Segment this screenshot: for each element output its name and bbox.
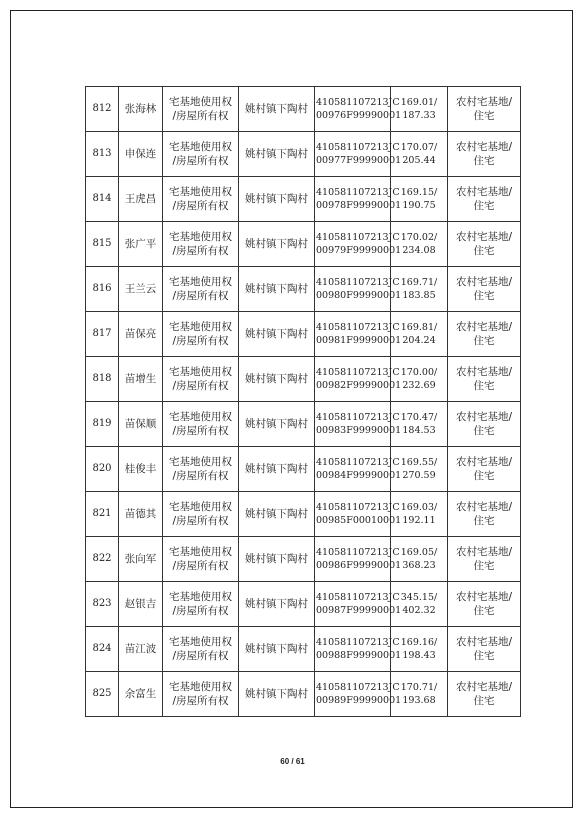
serial-number-cell-text: 822 (92, 553, 112, 564)
table-row (86, 132, 521, 177)
area-cell-text: 187.33 (402, 110, 436, 121)
land-use-cell (448, 222, 521, 267)
area-cell-text: 193.68 (402, 695, 436, 706)
area-cell-text: 232.69 (402, 380, 436, 391)
right-type-cell-text: /房屋所有权 (172, 560, 229, 572)
right-type-cell (163, 132, 239, 177)
owner-name-cell-text: 苗增生 (124, 373, 157, 385)
table-body (86, 87, 521, 717)
location-cell-text: 姚村镇下陶村 (245, 283, 308, 295)
area-cell (391, 177, 448, 222)
owner-name-cell-text: 张广平 (124, 238, 157, 250)
table-row (86, 87, 521, 132)
parcel-code-cell-text: 00978F99990001 (316, 200, 402, 211)
land-use-cell-text: 住宅 (473, 470, 495, 482)
serial-number-cell (86, 222, 119, 267)
area-cell-text: 234.08 (402, 245, 436, 256)
serial-number-cell (86, 537, 119, 582)
right-type-cell-text: 宅基地使用权 (169, 141, 232, 153)
parcel-code-cell-text: 00988F99990001 (316, 650, 402, 661)
owner-name-cell-text: 申保连 (124, 148, 157, 160)
parcel-code-cell (315, 222, 402, 267)
parcel-code-cell (315, 312, 402, 357)
owner-name-cell (119, 132, 163, 177)
land-use-cell-text: 农村宅基地/ (455, 276, 513, 288)
land-use-cell (448, 87, 521, 132)
location-cell-text: 姚村镇下陶村 (245, 643, 308, 655)
owner-name-cell (119, 87, 163, 132)
owner-name-cell-text: 桂俊丰 (124, 463, 157, 475)
area-cell-text: 402.32 (402, 605, 436, 616)
right-type-cell-text: /房屋所有权 (172, 335, 229, 347)
parcel-code-cell-text: 410581107213JC (316, 97, 400, 108)
parcel-code-cell (315, 672, 402, 717)
table-row (86, 672, 521, 717)
land-use-cell-text: 农村宅基地/ (455, 546, 513, 558)
table-row (86, 267, 521, 312)
area-cell (391, 492, 448, 537)
parcel-code-cell (315, 627, 402, 672)
parcel-code-cell-text: 410581107213JC (316, 502, 400, 513)
owner-name-cell (119, 177, 163, 222)
right-type-cell (163, 177, 239, 222)
owner-name-cell (119, 537, 163, 582)
parcel-code-cell-text: 410581107213JC (316, 322, 400, 333)
parcel-code-cell-text: 00976F99990001 (316, 110, 402, 121)
area-cell-text: 169.71/ (400, 277, 438, 288)
right-type-cell-text: 宅基地使用权 (169, 231, 232, 243)
parcel-code-cell-text: 410581107213JC (316, 277, 400, 288)
right-type-cell-text: /房屋所有权 (172, 425, 229, 437)
land-use-cell-text: 农村宅基地/ (455, 321, 513, 333)
serial-number-cell (86, 672, 119, 717)
parcel-code-cell-text: 410581107213JC (316, 187, 400, 198)
area-cell-text: 270.59 (402, 470, 436, 481)
land-use-cell-text: 住宅 (473, 335, 495, 347)
owner-name-cell (119, 357, 163, 402)
location-cell (239, 132, 315, 177)
page-number: 60 / 61 (280, 757, 305, 766)
parcel-code-cell-text: 410581107213JC (316, 232, 400, 243)
serial-number-cell (86, 402, 119, 447)
owner-name-cell (119, 492, 163, 537)
land-use-cell (448, 357, 521, 402)
right-type-cell-text: 宅基地使用权 (169, 501, 232, 513)
area-cell (391, 537, 448, 582)
area-cell-text: 170.00/ (400, 367, 438, 378)
location-cell-text: 姚村镇下陶村 (245, 508, 308, 520)
location-cell-text: 姚村镇下陶村 (245, 373, 308, 385)
right-type-cell (163, 267, 239, 312)
table-row (86, 537, 521, 582)
land-use-cell-text: 住宅 (473, 605, 495, 617)
land-use-cell (448, 627, 521, 672)
table-row (86, 312, 521, 357)
table-row (86, 582, 521, 627)
owner-name-cell (119, 672, 163, 717)
serial-number-cell-text: 816 (92, 283, 112, 294)
area-cell-text: 169.03/ (400, 502, 438, 513)
serial-number-cell-text: 813 (92, 148, 112, 159)
land-use-cell-text: 农村宅基地/ (455, 141, 513, 153)
right-type-cell-text: 宅基地使用权 (169, 681, 232, 693)
location-cell-text: 姚村镇下陶村 (245, 418, 308, 430)
right-type-cell (163, 492, 239, 537)
owner-name-cell-text: 张海林 (124, 103, 157, 115)
land-use-cell (448, 132, 521, 177)
land-use-cell-text: 农村宅基地/ (455, 231, 513, 243)
location-cell-text: 姚村镇下陶村 (245, 598, 308, 610)
area-cell-text: 169.01/ (400, 97, 438, 108)
parcel-code-cell (315, 177, 402, 222)
right-type-cell-text: /房屋所有权 (172, 290, 229, 302)
land-use-cell (448, 267, 521, 312)
owner-name-cell-text: 苗保顺 (124, 418, 157, 430)
area-cell-text: 190.75 (402, 200, 436, 211)
location-cell-text: 姚村镇下陶村 (245, 463, 308, 475)
land-use-cell (448, 312, 521, 357)
owner-name-cell-text: 苗德其 (124, 508, 157, 520)
right-type-cell-text: 宅基地使用权 (169, 96, 232, 108)
area-cell (391, 447, 448, 492)
land-use-cell-text: 住宅 (473, 290, 495, 302)
land-use-cell-text: 农村宅基地/ (455, 591, 513, 603)
area-cell-text: 170.02/ (400, 232, 438, 243)
land-use-cell-text: 农村宅基地/ (455, 681, 513, 693)
land-use-cell (448, 402, 521, 447)
location-cell-text: 姚村镇下陶村 (245, 328, 308, 340)
owner-name-cell (119, 627, 163, 672)
right-type-cell (163, 447, 239, 492)
area-cell (391, 87, 448, 132)
land-use-cell-text: 住宅 (473, 200, 495, 212)
parcel-code-cell-text: 00987F99990001 (316, 605, 402, 616)
right-type-cell-text: /房屋所有权 (172, 470, 229, 482)
right-type-cell-text: /房屋所有权 (172, 650, 229, 662)
location-cell (239, 537, 315, 582)
land-use-cell-text: 住宅 (473, 560, 495, 572)
area-cell (391, 312, 448, 357)
serial-number-cell (86, 177, 119, 222)
serial-number-cell (86, 447, 119, 492)
right-type-cell (163, 627, 239, 672)
land-use-cell-text: 农村宅基地/ (455, 96, 513, 108)
right-type-cell-text: 宅基地使用权 (169, 366, 232, 378)
land-use-cell (448, 492, 521, 537)
serial-number-cell (86, 87, 119, 132)
owner-name-cell-text: 王兰云 (124, 283, 157, 295)
owner-name-cell (119, 312, 163, 357)
serial-number-cell-text: 817 (92, 328, 112, 339)
serial-number-cell (86, 582, 119, 627)
parcel-code-cell-text: 00983F99990001 (316, 425, 402, 436)
land-use-cell-text: 住宅 (473, 110, 495, 122)
parcel-code-cell-text: 00982F99990001 (316, 380, 402, 391)
land-use-cell-text: 住宅 (473, 155, 495, 167)
serial-number-cell-text: 818 (92, 373, 112, 384)
owner-name-cell (119, 222, 163, 267)
land-use-cell-text: 住宅 (473, 380, 495, 392)
area-cell-text: 169.15/ (400, 187, 438, 198)
serial-number-cell-text: 823 (92, 598, 112, 609)
parcel-code-cell (315, 402, 402, 447)
right-type-cell (163, 312, 239, 357)
area-cell (391, 267, 448, 312)
location-cell-text: 姚村镇下陶村 (245, 553, 308, 565)
right-type-cell-text: /房屋所有权 (172, 515, 229, 527)
location-cell (239, 312, 315, 357)
area-cell-text: 170.07/ (400, 142, 438, 153)
parcel-code-cell-text: 410581107213JC (316, 547, 400, 558)
parcel-code-cell-text: 410581107213JC (316, 412, 400, 423)
table-row (86, 222, 521, 267)
owner-name-cell (119, 267, 163, 312)
land-use-cell-text: 住宅 (473, 695, 495, 707)
parcel-code-cell-text: 410581107213JC (316, 637, 400, 648)
area-cell-text: 205.44 (402, 155, 436, 166)
serial-number-cell-text: 814 (92, 193, 112, 204)
land-use-cell (448, 447, 521, 492)
land-use-cell-text: 住宅 (473, 245, 495, 257)
right-type-cell-text: 宅基地使用权 (169, 546, 232, 558)
parcel-code-cell-text: 410581107213JC (316, 682, 400, 693)
parcel-code-cell (315, 132, 402, 177)
area-cell-text: 170.47/ (400, 412, 438, 423)
right-type-cell-text: /房屋所有权 (172, 695, 229, 707)
right-type-cell-text: /房屋所有权 (172, 605, 229, 617)
parcel-code-cell-text: 00984F99990001 (316, 470, 402, 481)
serial-number-cell (86, 357, 119, 402)
location-cell-text: 姚村镇下陶村 (245, 238, 308, 250)
registration-table (85, 86, 521, 717)
serial-number-cell-text: 819 (92, 418, 112, 429)
owner-name-cell-text: 王虎昌 (124, 193, 157, 205)
area-cell-text: 169.55/ (400, 457, 438, 468)
owner-name-cell (119, 447, 163, 492)
area-cell-text: 368.23 (402, 560, 436, 571)
serial-number-cell (86, 627, 119, 672)
land-use-cell-text: 农村宅基地/ (455, 456, 513, 468)
land-use-cell (448, 537, 521, 582)
parcel-code-cell-text: 410581107213JC (316, 592, 400, 603)
owner-name-cell-text: 赵银吉 (124, 598, 157, 610)
location-cell-text: 姚村镇下陶村 (245, 688, 308, 700)
right-type-cell (163, 537, 239, 582)
right-type-cell-text: 宅基地使用权 (169, 186, 232, 198)
location-cell (239, 402, 315, 447)
owner-name-cell-text: 苗保亮 (124, 328, 157, 340)
parcel-code-cell (315, 537, 402, 582)
parcel-code-cell-text: 410581107213JC (316, 457, 400, 468)
owner-name-cell-text: 余富生 (124, 688, 157, 700)
right-type-cell (163, 402, 239, 447)
table-row (86, 402, 521, 447)
right-type-cell-text: 宅基地使用权 (169, 636, 232, 648)
table-row (86, 492, 521, 537)
parcel-code-cell-text: 00979F99990001 (316, 245, 402, 256)
serial-number-cell (86, 312, 119, 357)
serial-number-cell (86, 267, 119, 312)
location-cell (239, 582, 315, 627)
right-type-cell-text: /房屋所有权 (172, 110, 229, 122)
location-cell (239, 627, 315, 672)
area-cell-text: 169.05/ (400, 547, 438, 558)
land-use-cell (448, 582, 521, 627)
parcel-code-cell-text: 00986F99990001 (316, 560, 402, 571)
owner-name-cell (119, 402, 163, 447)
right-type-cell-text: /房屋所有权 (172, 200, 229, 212)
parcel-code-cell-text: 00980F99990001 (316, 290, 402, 301)
location-cell (239, 222, 315, 267)
area-cell (391, 672, 448, 717)
parcel-code-cell (315, 492, 402, 537)
parcel-code-cell-text: 00977F99990001 (316, 155, 402, 166)
area-cell-text: 184.53 (402, 425, 436, 436)
right-type-cell (163, 222, 239, 267)
serial-number-cell (86, 492, 119, 537)
right-type-cell (163, 357, 239, 402)
table-row (86, 627, 521, 672)
parcel-code-cell-text: 00985F00010001 (316, 515, 402, 526)
land-use-cell-text: 农村宅基地/ (455, 411, 513, 423)
area-cell (391, 582, 448, 627)
parcel-code-cell-text: 00981F99990001 (316, 335, 402, 346)
land-use-cell-text: 住宅 (473, 515, 495, 527)
area-cell-text: 183.85 (402, 290, 436, 301)
location-cell (239, 177, 315, 222)
location-cell (239, 447, 315, 492)
area-cell (391, 357, 448, 402)
right-type-cell-text: /房屋所有权 (172, 155, 229, 167)
parcel-code-cell (315, 447, 402, 492)
area-cell-text: 169.81/ (400, 322, 438, 333)
parcel-code-cell (315, 87, 402, 132)
serial-number-cell-text: 812 (92, 103, 112, 114)
land-use-cell-text: 农村宅基地/ (455, 501, 513, 513)
location-cell (239, 267, 315, 312)
right-type-cell-text: 宅基地使用权 (169, 321, 232, 333)
right-type-cell-text: 宅基地使用权 (169, 456, 232, 468)
location-cell (239, 672, 315, 717)
area-cell (391, 627, 448, 672)
land-use-cell (448, 672, 521, 717)
table-row (86, 177, 521, 222)
right-type-cell (163, 87, 239, 132)
area-cell-text: 204.24 (402, 335, 436, 346)
area-cell-text: 169.16/ (400, 637, 438, 648)
location-cell-text: 姚村镇下陶村 (245, 193, 308, 205)
serial-number-cell-text: 820 (92, 463, 112, 474)
right-type-cell (163, 672, 239, 717)
parcel-code-cell (315, 267, 402, 312)
area-cell (391, 222, 448, 267)
land-use-cell (448, 177, 521, 222)
table-row (86, 357, 521, 402)
serial-number-cell-text: 825 (92, 688, 112, 699)
serial-number-cell (86, 132, 119, 177)
right-type-cell-text: /房屋所有权 (172, 245, 229, 257)
right-type-cell (163, 582, 239, 627)
parcel-code-cell (315, 582, 402, 627)
area-cell (391, 132, 448, 177)
land-use-cell-text: 农村宅基地/ (455, 186, 513, 198)
location-cell-text: 姚村镇下陶村 (245, 103, 308, 115)
area-cell (391, 402, 448, 447)
location-cell (239, 87, 315, 132)
table-row (86, 447, 521, 492)
land-use-cell-text: 农村宅基地/ (455, 366, 513, 378)
owner-name-cell-text: 苗江波 (124, 643, 157, 655)
right-type-cell-text: /房屋所有权 (172, 380, 229, 392)
land-use-cell-text: 住宅 (473, 650, 495, 662)
area-cell-text: 192.11 (402, 515, 436, 526)
serial-number-cell-text: 815 (92, 238, 112, 249)
right-type-cell-text: 宅基地使用权 (169, 591, 232, 603)
location-cell (239, 492, 315, 537)
location-cell-text: 姚村镇下陶村 (245, 148, 308, 160)
owner-name-cell (119, 582, 163, 627)
parcel-code-cell-text: 410581107213JC (316, 367, 400, 378)
parcel-code-cell (315, 357, 402, 402)
land-use-cell-text: 住宅 (473, 425, 495, 437)
serial-number-cell-text: 821 (92, 508, 112, 519)
right-type-cell-text: 宅基地使用权 (169, 411, 232, 423)
area-cell-text: 345.15/ (400, 592, 438, 603)
owner-name-cell-text: 张向军 (124, 553, 157, 565)
serial-number-cell-text: 824 (92, 643, 112, 654)
right-type-cell-text: 宅基地使用权 (169, 276, 232, 288)
area-cell-text: 198.43 (402, 650, 436, 661)
area-cell-text: 170.71/ (400, 682, 438, 693)
parcel-code-cell-text: 410581107213JC (316, 142, 400, 153)
location-cell (239, 357, 315, 402)
land-use-cell-text: 农村宅基地/ (455, 636, 513, 648)
parcel-code-cell-text: 00989F99990001 (316, 695, 402, 706)
